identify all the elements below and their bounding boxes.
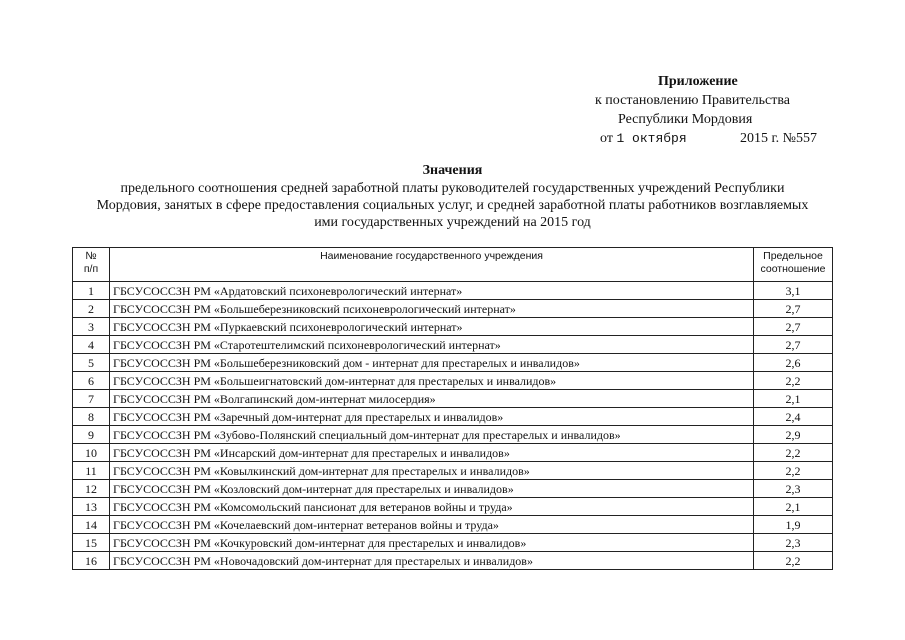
row-name: ГБСУСОССЗН РМ «Волгапинский дом-интернат милосердия» — [110, 390, 754, 408]
document-heading — [30, 162, 875, 231]
row-name: ГБСУСОССЗН РМ «Инсарский дом-интернат для престарелых и инвалидов» — [110, 444, 754, 462]
date-year-number: 2015 г. №557 — [740, 131, 818, 146]
table-header-row — [73, 248, 833, 282]
row-number: 11 — [73, 462, 110, 480]
header-number-line-1: № — [85, 250, 97, 262]
heading-line-1: предельного соотношения средней заработной платы руководителей государственных учреждений Республики — [120, 181, 785, 196]
row-number: 13 — [73, 498, 110, 516]
row-value: 1,9 — [754, 516, 833, 534]
row-value: 2,2 — [754, 444, 833, 462]
table-row — [73, 408, 833, 426]
row-number: 16 — [73, 552, 110, 570]
date-prefix: от — [600, 131, 613, 146]
row-value: 2,2 — [754, 462, 833, 480]
heading-line-2: Мордовия, занятых в сфере предоставления социальных услуг, и средней заработной платы работников возглавляемых — [96, 198, 809, 213]
row-name: ГБСУСОССЗН РМ «Зубово-Полянский специальный дом-интернат для престарелых и инвалидов» — [110, 426, 754, 444]
row-name: ГБСУСОССЗН РМ «Комсомольский пансионат для ветеранов войны и труда» — [110, 498, 754, 516]
row-name: ГБСУСОССЗН РМ «Кочкуровский дом-интернат для престарелых и инвалидов» — [110, 534, 754, 552]
row-number: 15 — [73, 534, 110, 552]
table-row — [73, 300, 833, 318]
row-value: 2,3 — [754, 480, 833, 498]
row-name: ГБСУСОССЗН РМ «Новочадовский дом-интернат для престарелых и инвалидов» — [110, 552, 754, 570]
row-name: ГБСУСОССЗН РМ «Заречный дом-интернат для престарелых и инвалидов» — [110, 408, 754, 426]
header-value-line-1: Предельное — [763, 250, 823, 262]
row-name: ГБСУСОССЗН РМ «Ардатовский психоневрологический интернат» — [110, 282, 754, 300]
appendix-title: Приложение — [658, 74, 738, 89]
row-value: 3,1 — [754, 282, 833, 300]
table-row — [73, 354, 833, 372]
table-row — [73, 498, 833, 516]
row-value: 2,7 — [754, 336, 833, 354]
row-number: 2 — [73, 300, 110, 318]
row-number: 12 — [73, 480, 110, 498]
row-name: ГБСУСОССЗН РМ «Ковылкинский дом-интернат для престарелых и инвалидов» — [110, 462, 754, 480]
table-row — [73, 318, 833, 336]
appendix-block — [570, 72, 870, 149]
table-row — [73, 444, 833, 462]
row-value: 2,1 — [754, 390, 833, 408]
table-row — [73, 516, 833, 534]
row-number: 7 — [73, 390, 110, 408]
row-name: ГБСУСОССЗН РМ «Кочелаевский дом-интернат ветеранов войны и труда» — [110, 516, 754, 534]
row-name: ГБСУСОССЗН РМ «Большеигнатовский дом-интернат для престарелых и инвалидов» — [110, 372, 754, 390]
table-row — [73, 552, 833, 570]
row-number: 1 — [73, 282, 110, 300]
row-name: ГБСУСОССЗН РМ «Большеберезниковский психоневрологический интернат» — [110, 300, 754, 318]
row-value: 2,2 — [754, 372, 833, 390]
row-number: 5 — [73, 354, 110, 372]
date-day-month: 1 октября — [616, 131, 687, 146]
header-value — [754, 248, 833, 282]
row-name: ГБСУСОССЗН РМ «Старотештелимский психоневрологический интернат» — [110, 336, 754, 354]
row-number: 14 — [73, 516, 110, 534]
row-value: 2,2 — [754, 552, 833, 570]
appendix-line-2: Республики Мордовия — [618, 112, 753, 127]
heading-title: Значения — [422, 163, 483, 178]
appendix-date-line — [600, 129, 870, 149]
row-number: 9 — [73, 426, 110, 444]
row-number: 8 — [73, 408, 110, 426]
heading-line-3: ими государственных учреждений на 2015 год — [314, 215, 591, 230]
row-name: ГБСУСОССЗН РМ «Пуркаевский психоневрологический интернат» — [110, 318, 754, 336]
table-row — [73, 462, 833, 480]
table-row — [73, 390, 833, 408]
header-value-line-2: соотношение — [760, 263, 826, 275]
appendix-line-1: к постановлению Правительства — [595, 93, 791, 108]
header-name: Наименование государственного учреждения — [110, 248, 754, 282]
row-name: ГБСУСОССЗН РМ «Большеберезниковский дом - интернат для престарелых и инвалидов» — [110, 354, 754, 372]
institutions-table — [72, 247, 833, 570]
row-value: 2,9 — [754, 426, 833, 444]
row-number: 6 — [73, 372, 110, 390]
row-value: 2,4 — [754, 408, 833, 426]
header-number — [73, 248, 110, 282]
row-number: 3 — [73, 318, 110, 336]
table-row — [73, 534, 833, 552]
row-value: 2,1 — [754, 498, 833, 516]
table-row — [73, 426, 833, 444]
table-row — [73, 336, 833, 354]
header-number-line-2: п/п — [83, 263, 99, 275]
table-row — [73, 282, 833, 300]
table-row — [73, 480, 833, 498]
table-body — [73, 282, 833, 570]
row-name: ГБСУСОССЗН РМ «Козловский дом-интернат для престарелых и инвалидов» — [110, 480, 754, 498]
row-number: 10 — [73, 444, 110, 462]
row-value: 2,7 — [754, 318, 833, 336]
row-value: 2,6 — [754, 354, 833, 372]
row-value: 2,7 — [754, 300, 833, 318]
table-row — [73, 372, 833, 390]
row-number: 4 — [73, 336, 110, 354]
row-value: 2,3 — [754, 534, 833, 552]
